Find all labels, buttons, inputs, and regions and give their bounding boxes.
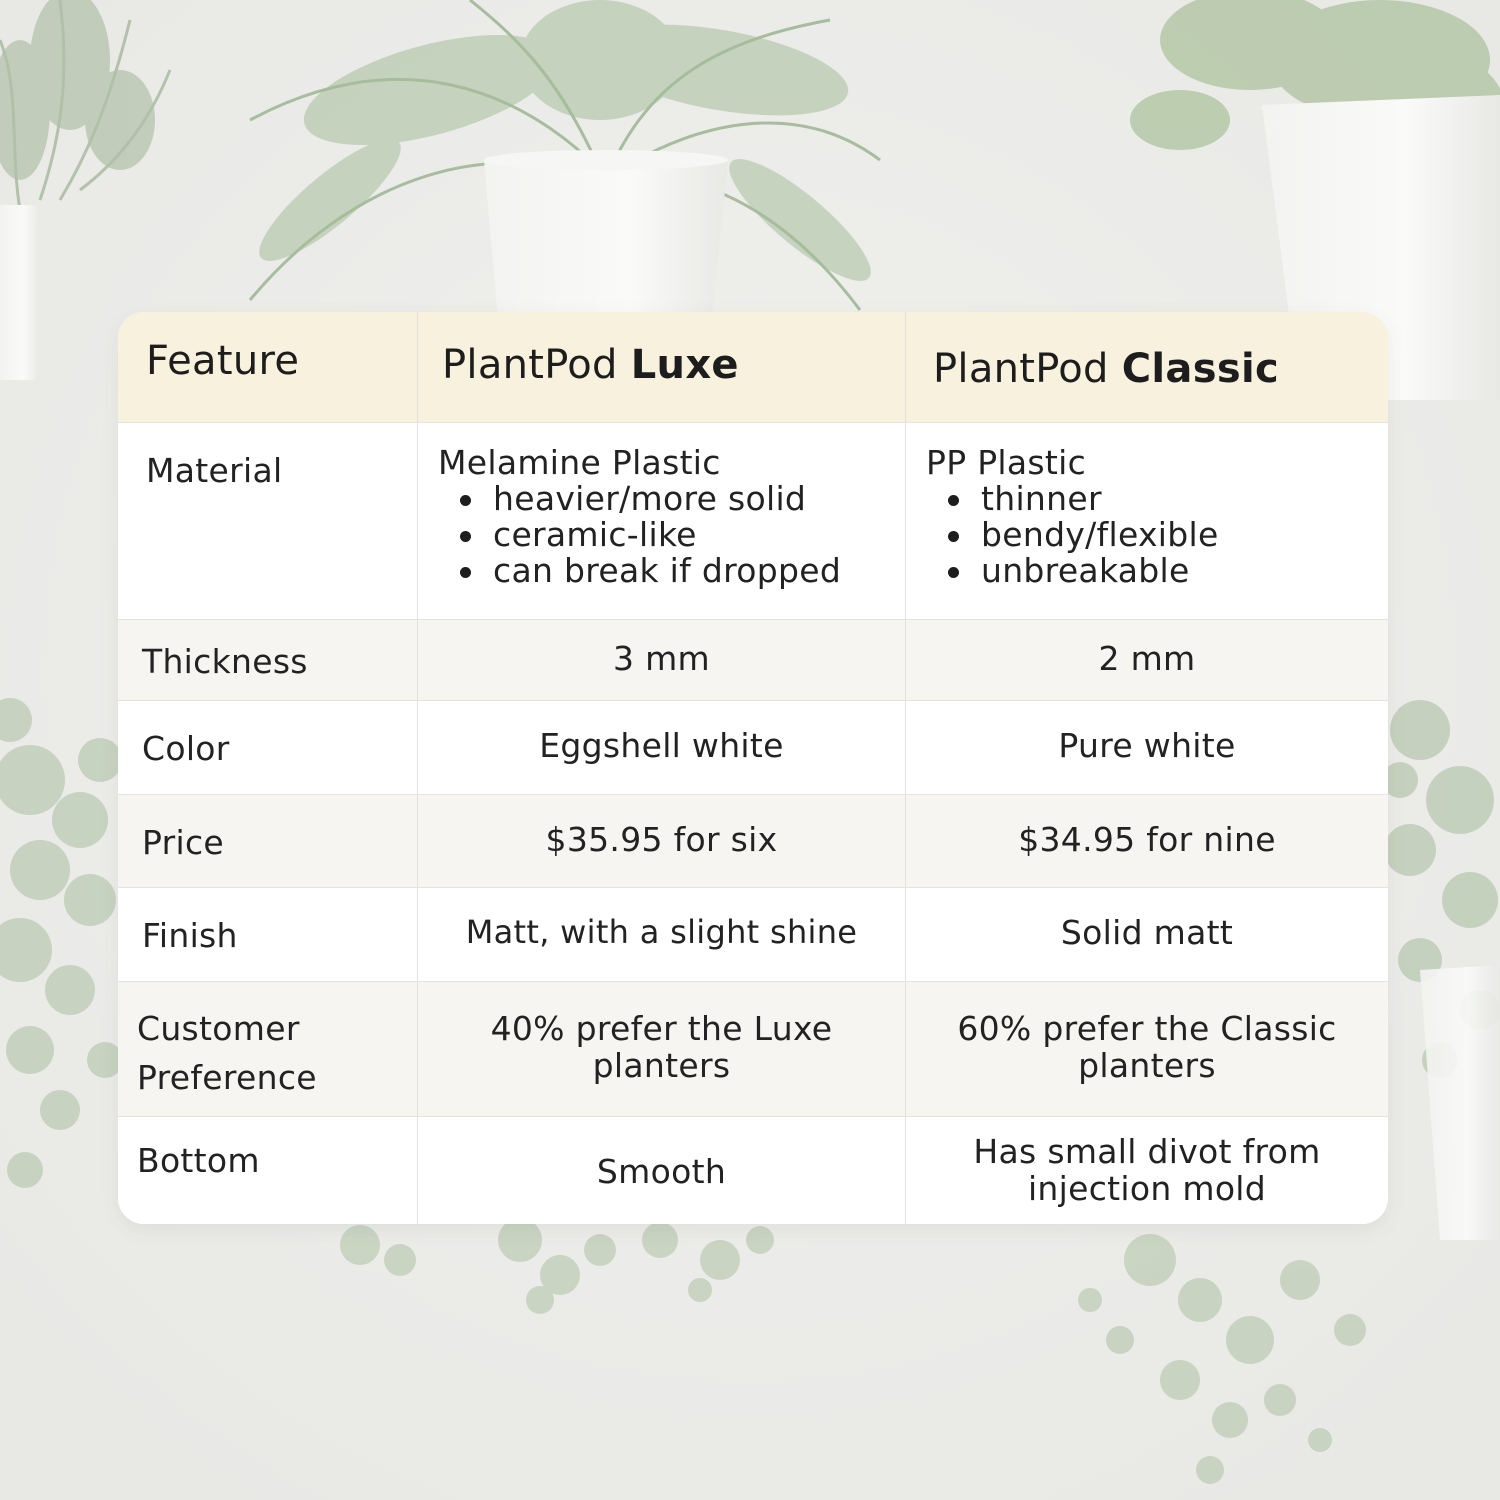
material-label-cell: [118, 423, 418, 619]
row-label: Customer Preference: [137, 1009, 317, 1097]
row-label: Bottom: [137, 1141, 260, 1180]
classic-finish: Solid matt: [1060, 913, 1234, 952]
finish-label-cell: [118, 888, 418, 981]
list-item: unbreakable: [926, 553, 1219, 589]
row-label: Color: [142, 729, 230, 768]
list-item: heavier/more solid: [438, 481, 841, 517]
classic-color: Pure white: [1058, 726, 1236, 765]
thickness-classic-cell: [906, 620, 1388, 700]
list-item: bendy/flexible: [926, 517, 1219, 553]
finish-classic-cell: [906, 888, 1388, 981]
color-classic-cell: [906, 701, 1388, 794]
header-feature-cell: [118, 312, 418, 422]
luxe-material-title: Melamine Plastic: [438, 443, 721, 482]
luxe-bottom: Smooth: [596, 1152, 727, 1191]
thickness-luxe-cell: [418, 620, 906, 700]
table-row-thickness: [118, 619, 1388, 700]
classic-preference: 60% prefer the Classic planters: [957, 1009, 1337, 1085]
preference-label-cell: [118, 982, 418, 1116]
luxe-preference: 40% prefer the Luxe planters: [490, 1009, 833, 1085]
price-luxe-cell: [418, 795, 906, 887]
classic-material-list: [926, 481, 1219, 589]
table-row-finish: [118, 887, 1388, 981]
classic-thickness: 2 mm: [1098, 639, 1196, 678]
price-label-cell: [118, 795, 418, 887]
luxe-material-list: [438, 481, 841, 589]
price-classic-cell: [906, 795, 1388, 887]
classic-material-title: PP Plastic: [926, 443, 1087, 482]
preference-classic-cell: [906, 982, 1388, 1116]
luxe-price: $35.95 for six: [545, 820, 778, 859]
material-classic-cell: [906, 423, 1388, 619]
table-row-price: [118, 794, 1388, 887]
row-label: Material: [146, 451, 283, 490]
preference-luxe-cell: [418, 982, 906, 1116]
header-luxe: PlantPod Luxe: [442, 342, 739, 388]
table-row-bottom: [118, 1116, 1388, 1224]
luxe-thickness: 3 mm: [613, 639, 710, 678]
header-classic: PlantPod Classic: [933, 346, 1279, 392]
classic-bottom: Has small divot from injection mold: [973, 1132, 1321, 1208]
luxe-finish: Matt, with a slight shine: [465, 913, 858, 951]
table-row-preference: [118, 981, 1388, 1116]
comparison-table: [118, 312, 1388, 1224]
luxe-color: Eggshell white: [539, 726, 784, 765]
list-item: thinner: [926, 481, 1219, 517]
classic-price: $34.95 for nine: [1018, 820, 1276, 859]
row-label: Thickness: [142, 642, 308, 681]
material-luxe-cell: [418, 423, 906, 619]
header-classic-cell: [906, 312, 1388, 422]
bottom-luxe-cell: [418, 1117, 906, 1224]
table-header-row: [118, 312, 1388, 422]
table-row-color: [118, 700, 1388, 794]
header-luxe-cell: [418, 312, 906, 422]
table-row-material: [118, 422, 1388, 619]
thickness-label-cell: [118, 620, 418, 700]
list-item: can break if dropped: [438, 553, 841, 589]
header-feature: Feature: [146, 338, 300, 384]
finish-luxe-cell: [418, 888, 906, 981]
color-label-cell: [118, 701, 418, 794]
row-label: Finish: [142, 916, 238, 955]
bottom-classic-cell: [906, 1117, 1388, 1224]
color-luxe-cell: [418, 701, 906, 794]
bottom-label-cell: [118, 1117, 418, 1224]
row-label: Price: [142, 823, 225, 862]
list-item: ceramic-like: [438, 517, 841, 553]
